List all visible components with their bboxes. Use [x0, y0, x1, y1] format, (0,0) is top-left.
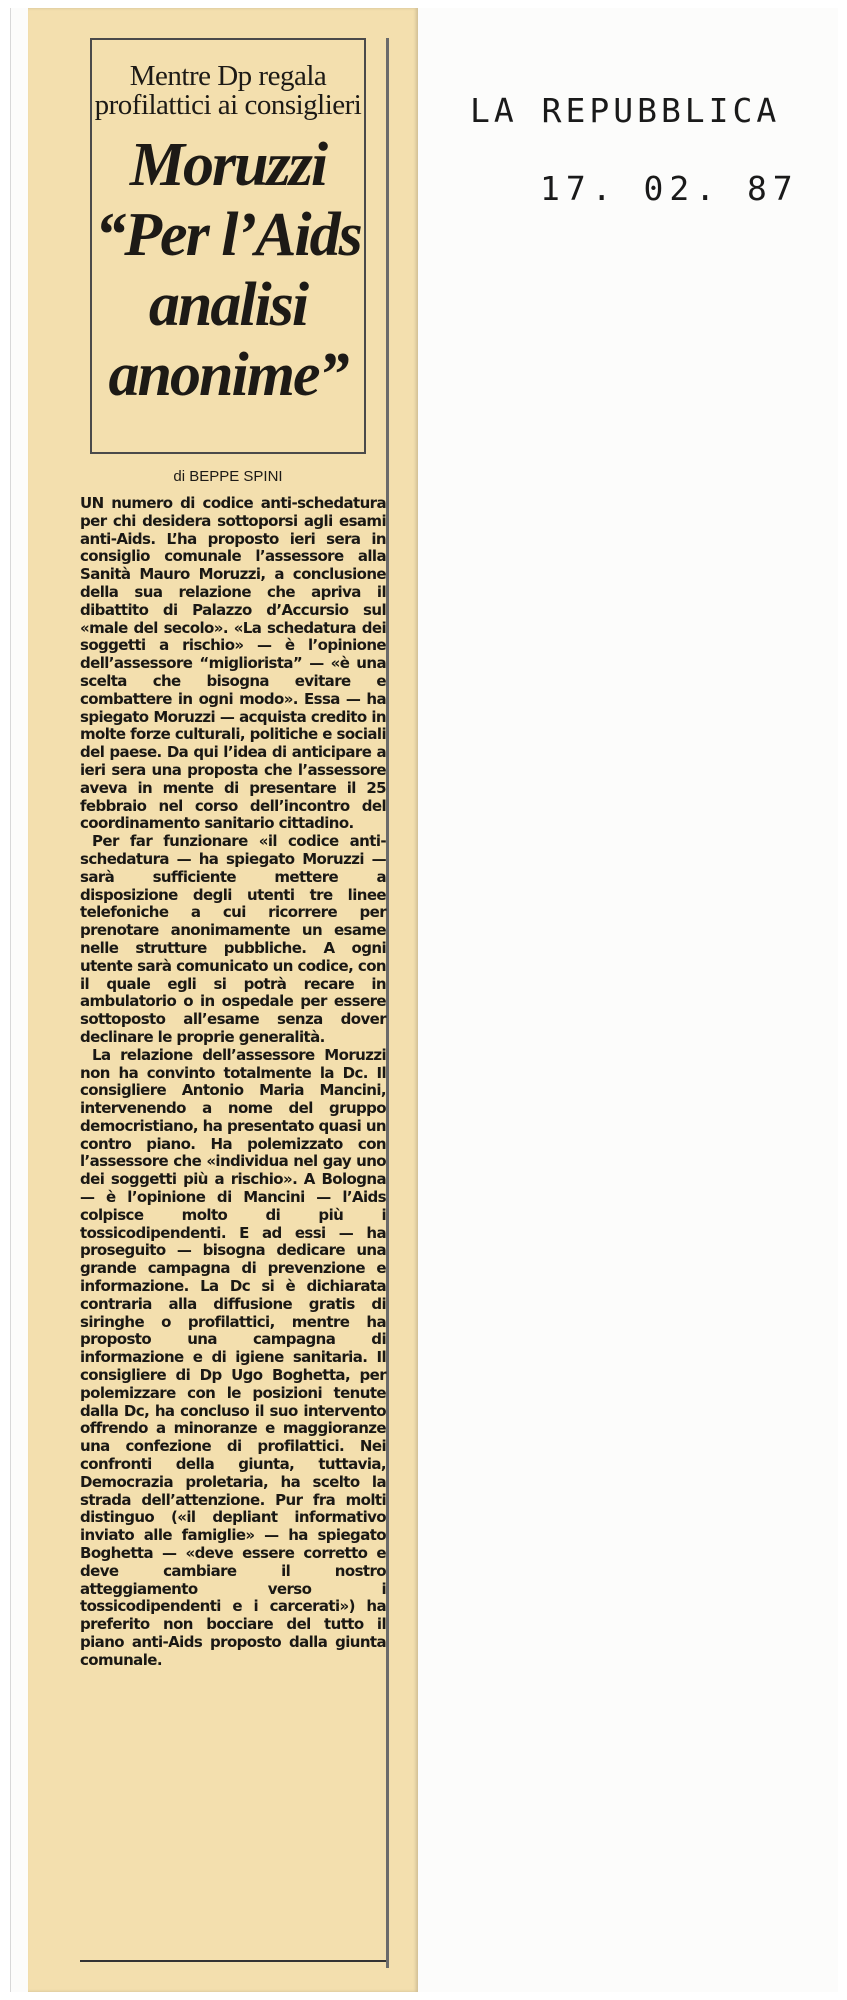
article-paragraph: La relazione dell’assessore Moruzzi non ha convinto totalmente la Dc. Il consigliere Antonio Maria Mancini, intervenendo a nome del gruppo democristiano, ha presentato quasi un contro piano. Ha polemizzato con l’assessore che «individua nel gay uno dei soggetti più a rischio». A Bologna — è l’opinione di Mancini — l’Aids colpisce molto di più i tossicodipendenti. E ad essi — ha proseguito — bisogna dedicare una grande campagna di prevenzione e informazione. La Dc si è dichiarata contraria alla diffusione gratis di siringhe o profilattici, mentre ha proposto una campagna di informazione e di igiene sanitaria. Il consigliere di Dp Ugo Boghetta, per polemizzare con le posizioni tenute dalla Dc, ha concluso il suo intervento offrendo a minoranze e maggioranze una confezione di profilattici. Nei confronti della giunta, tuttavia, Democrazia proletaria, ha scelto la strada dell’attenzione. Pur fra molti distinguo («il depliant informativo inviato alle famiglie» — ha spiegato Boghetta — «deve essere corretto e deve cambiare il nostro atteggiamento verso i tossicodipendenti e i carcerati») ha preferito non bocciare del tutto il piano anti-Aids proposto dalla giunta comunale. — [80, 1045, 386, 1669]
handwritten-annotation — [470, 92, 799, 208]
article-body — [80, 495, 386, 1670]
annotation-date: 17. 02. 87 — [540, 169, 799, 208]
kicker: Mentre Dp regala profilattici ai consiglieri — [94, 60, 362, 121]
article-paragraph: Per far funzionare «il codice anti-schedatura — ha spiegato Moruzzi — sarà sufficiente mettere a disposizione degli utenti tre linee telefoniche a cui ricorrere per prenotare anonimamente un esame nelle strutture pubbliche. A ogni utente sarà comunicato un codice, con il quale egli si potrà recare in ambulatorio o in ospedale per essere sottoposto all’esame senza dover declinare le proprie generalità. — [80, 832, 386, 1046]
article-paragraph: UN numero di codice anti-schedatura per chi desidera sottoporsi agli esami anti-Aids. L’ha proposto ieri sera in consiglio comunale l’assessore alla Sanità Mauro Moruzzi, a conclusione della sua relazione che apriva il dibattito di Palazzo d’Accursio sul «male del secolo». «La schedatura dei soggetti a rischio» — è l’opinione dell’assessore “migliorista” — «è una scelta che bisogna evitare e combattere in ogni modo». Essa — ha spiegato Moruzzi — acquista credito in molte forze culturali, politiche e sociali del paese. Da qui l’idea di anticipare a ieri sera una proposta che l’assessore aveva in mente di presentare il 25 febbraio nel corso dell’incontro del coordinamento sanitario cittadino. — [80, 494, 386, 833]
headline-title: Moruzzi “Per l’Aids analisi anonime” — [95, 131, 361, 409]
byline: di BEPPE SPINI — [173, 468, 283, 485]
column-rule — [386, 38, 389, 1968]
bottom-rule — [80, 1960, 386, 1962]
headline-box — [90, 38, 366, 454]
annotation-source: LA REPUBBLICA — [470, 91, 781, 130]
